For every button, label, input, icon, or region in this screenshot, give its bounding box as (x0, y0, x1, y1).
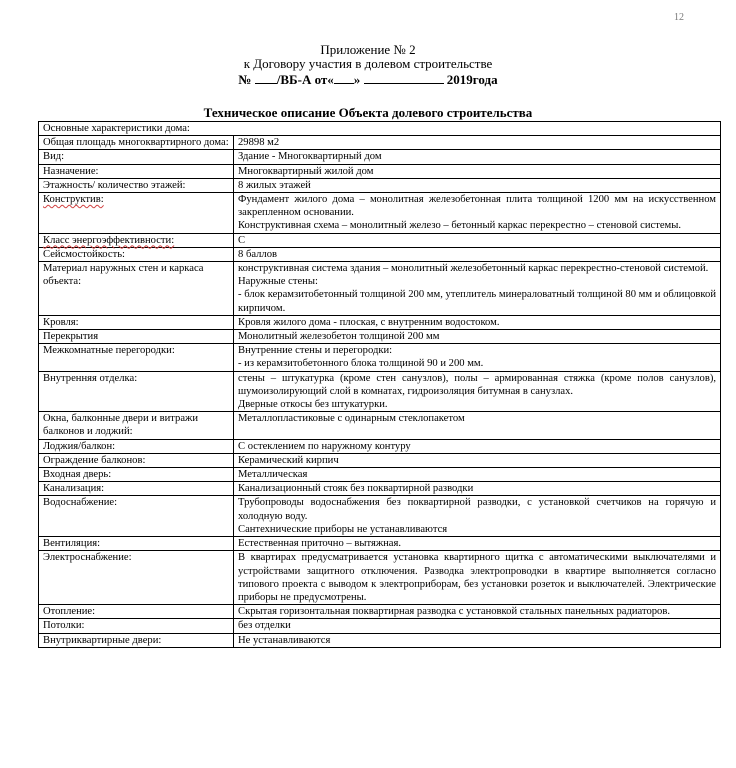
row-label (39, 537, 234, 551)
table-row (39, 344, 721, 371)
month-blank (364, 83, 444, 84)
row-label (39, 315, 234, 329)
row-label-text: Электроснабжение: (43, 552, 132, 564)
table-row (39, 453, 721, 467)
table-row (39, 619, 721, 633)
row-label-text: Сейсмостойкость: (43, 248, 125, 260)
row-value (234, 164, 721, 178)
row-value-line: С (238, 234, 246, 246)
row-label (39, 344, 234, 371)
row-value-line: Дверные откосы без штукатурки. (238, 399, 388, 411)
section-cell: Основные характеристики дома: (39, 122, 721, 136)
row-value-line: Здание - Многоквартирный дом (238, 151, 382, 163)
table-row (39, 468, 721, 482)
row-value (234, 619, 721, 633)
row-label-text: Потолки: (43, 620, 85, 632)
row-value (234, 344, 721, 371)
row-label-text: Водоснабжение: (43, 497, 118, 509)
table-row (39, 330, 721, 344)
row-label (39, 633, 234, 647)
row-value-line: Керамический кирпич (238, 454, 339, 466)
appendix-subtitle: к Договору участия в долевом строительстве (243, 56, 493, 71)
row-value (234, 247, 721, 261)
row-label (39, 453, 234, 467)
row-label-text: Вид: (43, 151, 65, 163)
table-row (39, 247, 721, 261)
table-row (39, 633, 721, 647)
row-value-line: 8 баллов (238, 248, 278, 260)
row-value (234, 178, 721, 192)
table-row (39, 371, 721, 412)
row-label (39, 619, 234, 633)
row-value-line: Кровля жилого дома - плоская, с внутренним водостоком. (238, 316, 500, 328)
row-label-text: Класс энергоэффективности: (43, 234, 175, 246)
table-row (39, 178, 721, 192)
row-label (39, 178, 234, 192)
row-value-line: Не устанавливаются (238, 634, 331, 646)
row-value-line: конструктивная система здания – монолитный железобетонный каркас перекрестно-стеновой системой. (238, 263, 709, 275)
row-label-text: Входная дверь: (43, 469, 112, 481)
row-value (234, 412, 721, 439)
row-label (39, 496, 234, 537)
row-value-line: Фундамент жилого дома – монолитная железобетонная плита толщиной 1200 мм на искусственном закрепленном основании. (238, 194, 717, 219)
row-label-text: Конструктив: (43, 194, 104, 206)
row-value (234, 150, 721, 164)
number-sign: № (238, 72, 252, 87)
row-value (234, 262, 721, 316)
row-value-line: Канализационный стояк без поквартирной разводки (238, 483, 474, 495)
row-label (39, 439, 234, 453)
page-number: 12 (674, 12, 684, 23)
row-label-text: Материал наружных стен и каркаса объекта: (43, 263, 204, 288)
row-label (39, 551, 234, 605)
row-label-text: Перекрытия (43, 331, 99, 343)
row-value (234, 439, 721, 453)
row-value (234, 193, 721, 234)
row-label-text: Окна, балконные двери и витражи балконов и лоджий: (43, 413, 199, 438)
row-label-text: Назначение: (43, 165, 99, 177)
table-row (39, 551, 721, 605)
table-row (39, 262, 721, 316)
row-value (234, 633, 721, 647)
row-value (234, 468, 721, 482)
row-value (234, 233, 721, 247)
row-label (39, 605, 234, 619)
row-value-line: Конструктивная схема – монолитный железо – бетонный каркас перекрестно – стеновой системы. (238, 220, 682, 232)
table-row (39, 537, 721, 551)
row-label (39, 193, 234, 234)
row-label (39, 233, 234, 247)
table-row (39, 150, 721, 164)
row-value-line: Скрытая горизонтальная поквартирная разводка с установкой стальных панельных радиаторов. (238, 606, 670, 618)
row-label (39, 247, 234, 261)
row-value-line: стены – штукатурка (кроме стен санузлов), полы – армированная стяжка (кроме полов санузлов), шумоизолирующий слой в комнатах, гидроизоляция битумная в санузлах. (238, 372, 717, 397)
contract-series: /ВБ-А от« (276, 72, 334, 87)
row-label (39, 371, 234, 412)
table-row (39, 233, 721, 247)
row-value (234, 482, 721, 496)
table-row (39, 315, 721, 329)
row-value (234, 315, 721, 329)
row-value-line: Сантехнические приборы не устанавливаются (238, 523, 448, 535)
contract-year: 2019года (446, 72, 498, 87)
row-label-text: Ограждение балконов: (43, 454, 146, 466)
row-value-line: В квартирах предусматривается установка квартирного щитка с автоматическими выключателями и устройствами защитного отключения. Разводка электропроводки в квартире выполняется согласно типового проекта с выводом к электроприборам, без установки розеток и выключателей. Электрические приборы не предусмотрены. (238, 552, 717, 603)
closing-quote: » (353, 72, 361, 87)
row-value-line: Естественная приточно – вытяжная. (238, 538, 402, 550)
day-blank (334, 83, 354, 84)
row-value-line: - блок керамзитобетонный толщиной 200 мм, утеплитель минераловатный толщиной 80 мм и облицовкой кирпичом. (238, 289, 717, 314)
row-label-text: Внутренняя отделка: (43, 372, 138, 384)
row-value-line: 8 жилых этажей (238, 179, 311, 191)
row-value (234, 453, 721, 467)
row-label (39, 262, 234, 316)
row-value-line: Металлопластиковые с одинарным стеклопакетом (238, 413, 465, 425)
row-value (234, 537, 721, 551)
row-value-line: 29898 м2 (238, 137, 280, 149)
table-row (39, 439, 721, 453)
row-label (39, 136, 234, 150)
row-label-text: Межкомнатные перегородки: (43, 345, 175, 357)
appendix-title: Приложение № 2 (320, 42, 416, 57)
row-value-line: Трубопроводы водоснабжения без поквартирной разводки, с установкой счетчиков на горячую и холодную воду. (238, 497, 717, 522)
row-value-line: Внутренние стены и перегородки: (238, 345, 393, 357)
row-value (234, 330, 721, 344)
table-row (39, 193, 721, 234)
row-value (234, 371, 721, 412)
row-value-line: Многоквартирный жилой дом (238, 165, 374, 177)
row-label (39, 330, 234, 344)
row-label-text: Общая площадь многоквартирного дома: (43, 137, 229, 149)
table-row (39, 164, 721, 178)
table-row (39, 496, 721, 537)
table-row (39, 482, 721, 496)
table-title: Техническое описание Объекта долевого строительства (203, 105, 533, 120)
row-label-text: Этажность/ количество этажей: (43, 179, 186, 191)
row-label (39, 468, 234, 482)
number-blank (255, 83, 277, 84)
section-row (39, 122, 721, 136)
row-label (39, 150, 234, 164)
row-label-text: Лоджия/балкон: (43, 440, 116, 452)
row-label (39, 482, 234, 496)
row-value-line: без отделки (238, 620, 291, 632)
row-label (39, 164, 234, 178)
row-label-text: Вентиляция: (43, 538, 101, 550)
row-value (234, 496, 721, 537)
row-label-text: Отопление: (43, 606, 96, 618)
row-label-text: Кровля: (43, 316, 79, 328)
row-value (234, 551, 721, 605)
row-label (39, 412, 234, 439)
row-label-text: Канализация: (43, 483, 105, 495)
row-value (234, 136, 721, 150)
table-row (39, 136, 721, 150)
row-value-line: Монолитный железобетон толщиной 200 мм (238, 331, 440, 343)
row-value-line: - из керамзитобетонного блока толщиной 90 и 200 мм. (238, 358, 484, 370)
table-row (39, 412, 721, 439)
row-value-line: Наружные стены: (238, 276, 318, 288)
row-value-line: Металлическая (238, 469, 308, 481)
row-value (234, 605, 721, 619)
table-row (39, 605, 721, 619)
row-label-text: Внутриквартирные двери: (43, 634, 162, 646)
contract-number-line (0, 73, 736, 87)
technical-description-table (38, 121, 721, 648)
row-value-line: С остеклением по наружному контуру (238, 440, 411, 452)
